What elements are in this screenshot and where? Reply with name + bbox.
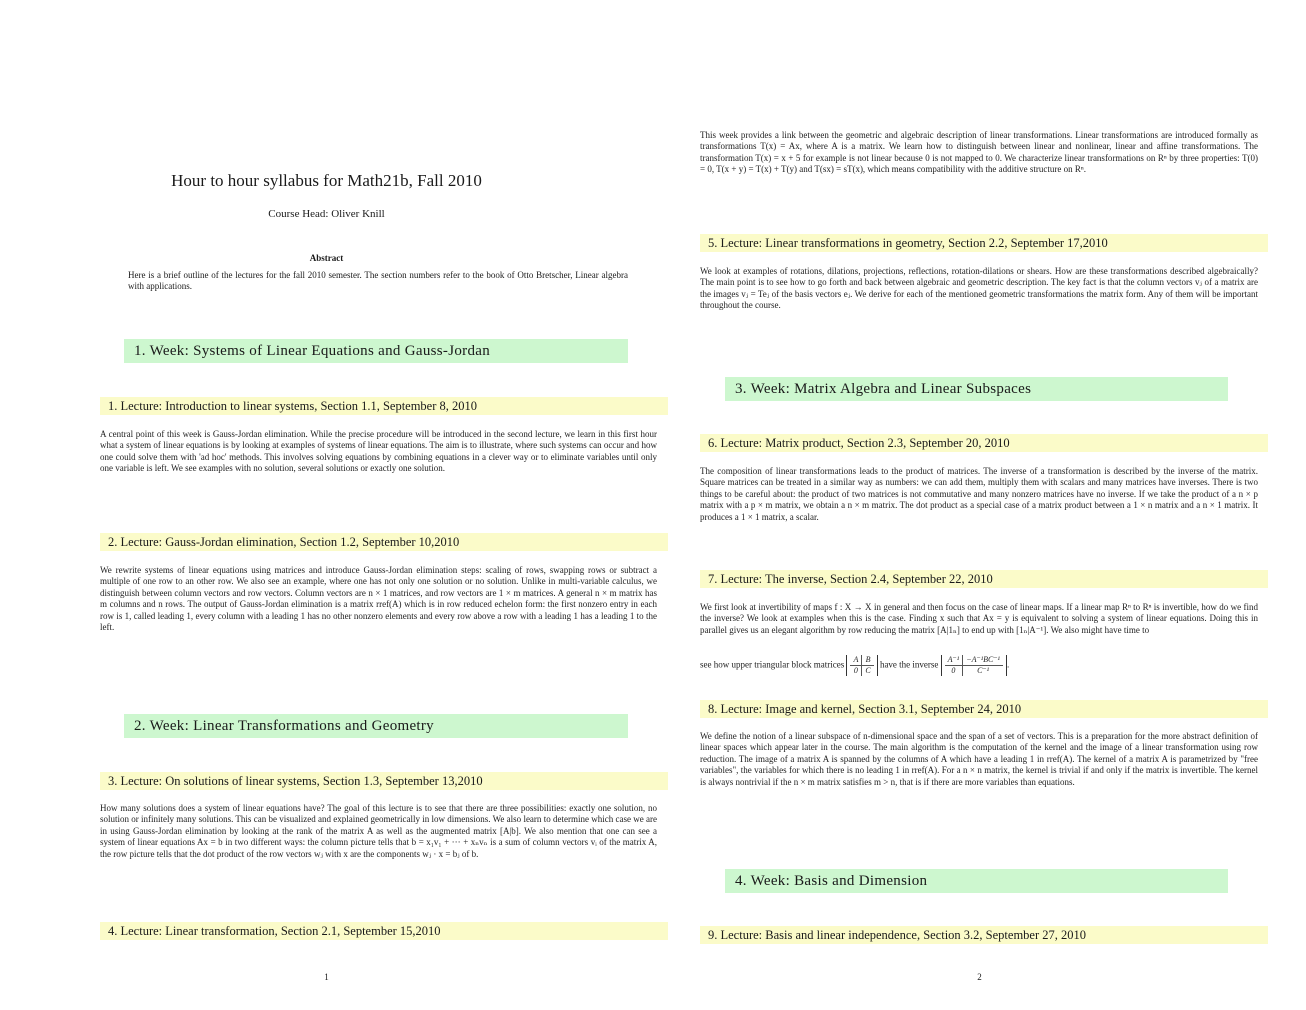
matrix-entry: −A⁻¹BC⁻¹ xyxy=(966,655,1000,664)
abstract-text: Here is a brief outline of the lectures for the fall 2010 semester. The section numbers refer to the book of Otto Bretscher, Linear algebra with applications. xyxy=(128,270,628,291)
lecture-8-text: We define the notion of a linear subspace of n-dimensional space and the span of a set of vectors. This is a preparation for the more abstract definition of linear spaces which appear later in the course. The main algorithm is the computation of the kernel and the image of a linear transformation using row reduction. The image of a matrix A is spanned by the columns of A which have a leading 1 in rref(A). The kernel of a matrix A is parametrized by "free variables", the variables for which there is no leading 1 in rref(A). For a n × n matrix, the kernel is trivial if and only if the matrix is invertible. The kernel is always nontrivial if the n × m matrix satisfies m > n, that is if there are more variables than equations. xyxy=(700,731,1258,787)
matrix-entry: C xyxy=(862,666,874,677)
lecture-2-heading: 2. Lecture: Gauss-Jordan elimination, Section 1.2, September 10,2010 xyxy=(100,533,668,551)
lecture-7-text-tail: see how upper triangular block matrices A B 0 C have the inverse A⁻¹ −A⁻¹BC⁻¹ 0 C⁻¹ . xyxy=(700,655,1010,675)
page-number: 2 xyxy=(977,972,982,982)
abstract-heading: Abstract xyxy=(309,253,344,263)
page-number: 1 xyxy=(324,972,329,982)
lecture-4-heading: 4. Lecture: Linear transformation, Section 2.1, September 15,2010 xyxy=(100,922,668,940)
lecture-7-tail-text-b: have the inverse xyxy=(879,659,939,670)
week-2-heading: 2. Week: Linear Transformations and Geometry xyxy=(124,714,628,738)
lecture-7-heading: 7. Lecture: The inverse, Section 2.4, September 22, 2010 xyxy=(700,570,1268,588)
matrix-entry: B xyxy=(865,655,871,664)
lecture-1-text: A central point of this week is Gauss-Jordan elimination. While the precise procedure will be introduced in the second lecture, we learn in this first hour what a system of linear equations is by looking at examples of systems of linear equations. The aim is to illustrate, where such systems can occur and how one could solve them with 'ad hoc' methods. This involves solving equations by combining equations in a clever way or to eliminate variables until only one variable is left. We see examples with no solution, several solutions or exactly one solution. xyxy=(100,429,657,474)
lecture-3-text: How many solutions does a system of linear equations have? The goal of this lecture is to see that there are three possibilities: exactly one solution, no solution or infinitely many solutions. This can be visualized and explained geometrically in low dimensions. We also learn to determine which case we are in using Gauss-Jordan elimination by looking at the rank of the matrix A as well as the augmented matrix [A|b]. We also mention that one can see a system of linear equations Ax = b in two different ways: the column picture tells that b = x₁v₁ + ··· + xₙvₙ is a sum of column vectors vᵢ of the matrix A, the row picture tells that the dot product of the row vectors wⱼ with x are the components wⱼ · x = bⱼ of b. xyxy=(100,803,657,859)
matrix-entry: A⁻¹ xyxy=(945,655,963,666)
week-4-heading: 4. Week: Basis and Dimension xyxy=(725,869,1228,893)
block-matrix xyxy=(846,655,877,676)
lecture-1-heading: 1. Lecture: Introduction to linear systems, Section 1.1, September 8, 2010 xyxy=(100,397,668,415)
lecture-7-tail-text-a: see how upper triangular block matrices xyxy=(700,659,845,670)
lecture-2-text: We rewrite systems of linear equations using matrices and introduce Gauss-Jordan elimination steps: scaling of rows, swapping rows or subtract a multiple of one row to an other row. We also see an example, where one has not only one solution or no solution. Unlike in multi-variable calculus, we distinguish between column vectors and row vectors. Column vectors are n × 1 matrices, and row vectors are 1 × m matrices. A general n × m matrix has m columns and n rows. The output of Gauss-Jordan elimination is a matrix rref(A) which is in row reduced echelon form: the first nonzero entry in each row is 1, called leading 1, every column with a leading 1 has no other nonzero elements and every row above a row with a leading 1 has a leading 1 to the left. xyxy=(100,565,657,633)
lecture-7-text: We first look at invertibility of maps f : X → X in general and then focus on the case of linear maps. If a linear map Rⁿ to Rⁿ is invertible, how do we find the inverse? We look at examples when this is the case. Finding x such that Ax = y is equivalent to solving a system of linear equations. Doing this in parallel gives us an elegant algorithm by row reducing the matrix [A|1ₙ] to end up with [1ₙ|A⁻¹]. We also might have time to xyxy=(700,602,1258,635)
matrix-entry: C⁻¹ xyxy=(963,666,1003,677)
lecture-9-heading: 9. Lecture: Basis and linear independence, Section 3.2, September 27, 2010 xyxy=(700,926,1268,944)
lecture-4-text: This week provides a link between the geometric and algebraic description of linear transformations. Linear transformations are introduced formally as transformations T(x) = Ax, where A is a matrix. We learn how to distinguish between linear and nonlinear, linear and affine transformations. The transformation T(x) = x + 5 for example is not linear because 0 is not mapped to 0. We characterize linear transformations on Rⁿ by three properties: T(0) = 0, T(x + y) = T(x) + T(y) and T(sx) = sT(x), which means compatibility with the additive structure on Rⁿ. xyxy=(700,130,1258,175)
lecture-6-heading: 6. Lecture: Matrix product, Section 2.3, September 20, 2010 xyxy=(700,434,1268,452)
page-2 xyxy=(653,0,1306,1010)
lecture-5-text: We look at examples of rotations, dilations, projections, reflections, rotation-dilations or shears. How are these transformations described algebraically? The main point is to see how to go forth and back between algebraic and geometric description. The key fact is that the column vectors vⱼ of a matrix are the images vⱼ = Teⱼ of the basis vectors eⱼ. We derive for each of the mentioned geometric transformations the matrix form. Any of them will be important throughout the course. xyxy=(700,266,1258,311)
week-3-heading: 3. Week: Matrix Algebra and Linear Subspaces xyxy=(725,377,1228,401)
lecture-5-heading: 5. Lecture: Linear transformations in geometry, Section 2.2, September 17,2010 xyxy=(700,234,1268,252)
matrix-entry: A xyxy=(850,655,861,666)
lecture-6-text: The composition of linear transformations leads to the product of matrices. The inverse of a transformation is described by the inverse of the matrix. Square matrices can be treated in a similar way as numbers: we can add them, multiply them with scalars and many matrices have inverses. There is two things to be careful about: the product of two matrices is not commutative and many nonzero matrices have no inverse. If we take the product of a n × p matrix with a p × m matrix, we obtain a n × m matrix. The dot product as a special case of a matrix product between a 1 × n matrix and a n × 1 matrix. It produces a 1 × 1 matrix, a scalar. xyxy=(700,466,1258,522)
matrix-entry: 0 xyxy=(945,666,963,677)
matrix-entry: 0 xyxy=(850,666,861,677)
inverse-block-matrix xyxy=(941,655,1007,676)
document-title: Hour to hour syllabus for Math21b, Fall 2010 xyxy=(171,171,482,190)
week-1-heading: 1. Week: Systems of Linear Equations and Gauss-Jordan xyxy=(124,339,628,363)
course-head: Course Head: Oliver Knill xyxy=(268,208,385,220)
lecture-8-heading: 8. Lecture: Image and kernel, Section 3.1, September 24, 2010 xyxy=(700,700,1268,718)
lecture-3-heading: 3. Lecture: On solutions of linear systems, Section 1.3, September 13,2010 xyxy=(100,772,668,790)
